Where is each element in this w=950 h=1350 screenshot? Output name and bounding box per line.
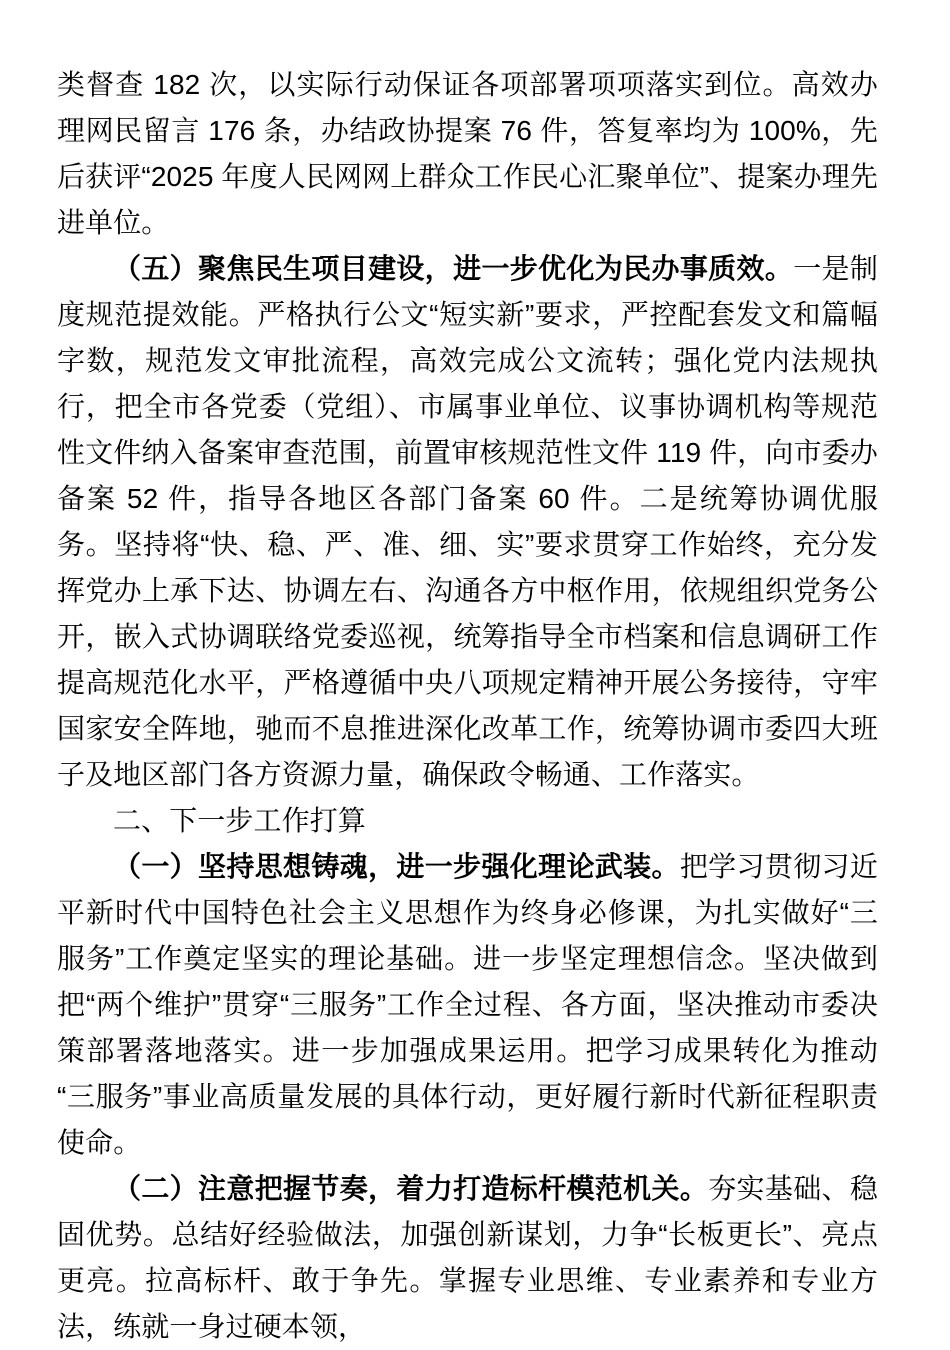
paragraph-heading-run: （二）注意把握节奏，着力打造标杆模范机关。 — [113, 1173, 709, 1204]
paragraph-text-run: 二、下一步工作打算 — [113, 805, 366, 836]
paragraph-text-run: 一是制度规范提效能。严格执行公文“短实新”要求，严控配套发文和篇幅字数，规范发文审批流程，高效完成公文流转；强化党内法规执行，把全市各党委（党组）、市属事业单位、议事协调机构等规范性文件纳入备案审查范围，前置审核规范性文件 119 件，向市委办备案 52 件，指导各地区各部门备案 60 件。二是统筹协调优服务。坚持将“快、稳、严、准、细、实”要求贯穿工作始终，充分发挥党办上承下达、协调左右、沟通各方中枢作用，依规组织党务公开，嵌入式协调联络党委巡视，统筹指导全市档案和信息调研工作提高规范化水平，严格遵循中央八项规定精神开展公务接待，守牢国家安全阵地，驰而不息推进深化改革工作，统筹协调市委四大班子及地区部门各方资源力量，确保政令畅通、工作落实。 — [57, 253, 878, 790]
paragraph-p3 — [57, 798, 878, 844]
paragraph-text-run: 类督查 182 次，以实际行动保证各项部署项项落实到位。高效办理网民留言 176 条，办结政协提案 76 件，答复率均为 100%，先后获评“2025 年度人民网网上群众工作民心汇聚单位”、提案办理先进单位。 — [57, 69, 878, 238]
document-body — [57, 62, 878, 1350]
paragraph-p5 — [57, 1166, 878, 1350]
paragraph-heading-run: （一）坚持思想铸魂，进一步强化理论武装。 — [113, 851, 680, 882]
paragraph-p1 — [57, 62, 878, 246]
paragraph-text-run: 把学习贯彻习近平新时代中国特色社会主义思想作为终身必修课，为扎实做好“三服务”工作奠定坚实的理论基础。进一步坚定理想信念。坚决做到把“两个维护”贯穿“三服务”工作全过程、各方面，坚决推动市委决策部署落地落实。进一步加强成果运用。把学习成果转化为推动“三服务”事业高质量发展的具体行动，更好履行新时代新征程职责使命。 — [57, 851, 878, 1158]
paragraph-p2 — [57, 246, 878, 798]
paragraph-p4 — [57, 844, 878, 1166]
paragraph-heading-run: （五）聚焦民生项目建设，进一步优化为民办事质效。 — [113, 253, 794, 284]
paragraph-text-run: 夯实基础、稳固优势。总结好经验做法，加强创新谋划，力争“长板更长”、亮点更亮。拉高标杆、敢于争先。掌握专业思维、专业素养和专业方法，练就一身过硬本领， — [57, 1173, 878, 1342]
